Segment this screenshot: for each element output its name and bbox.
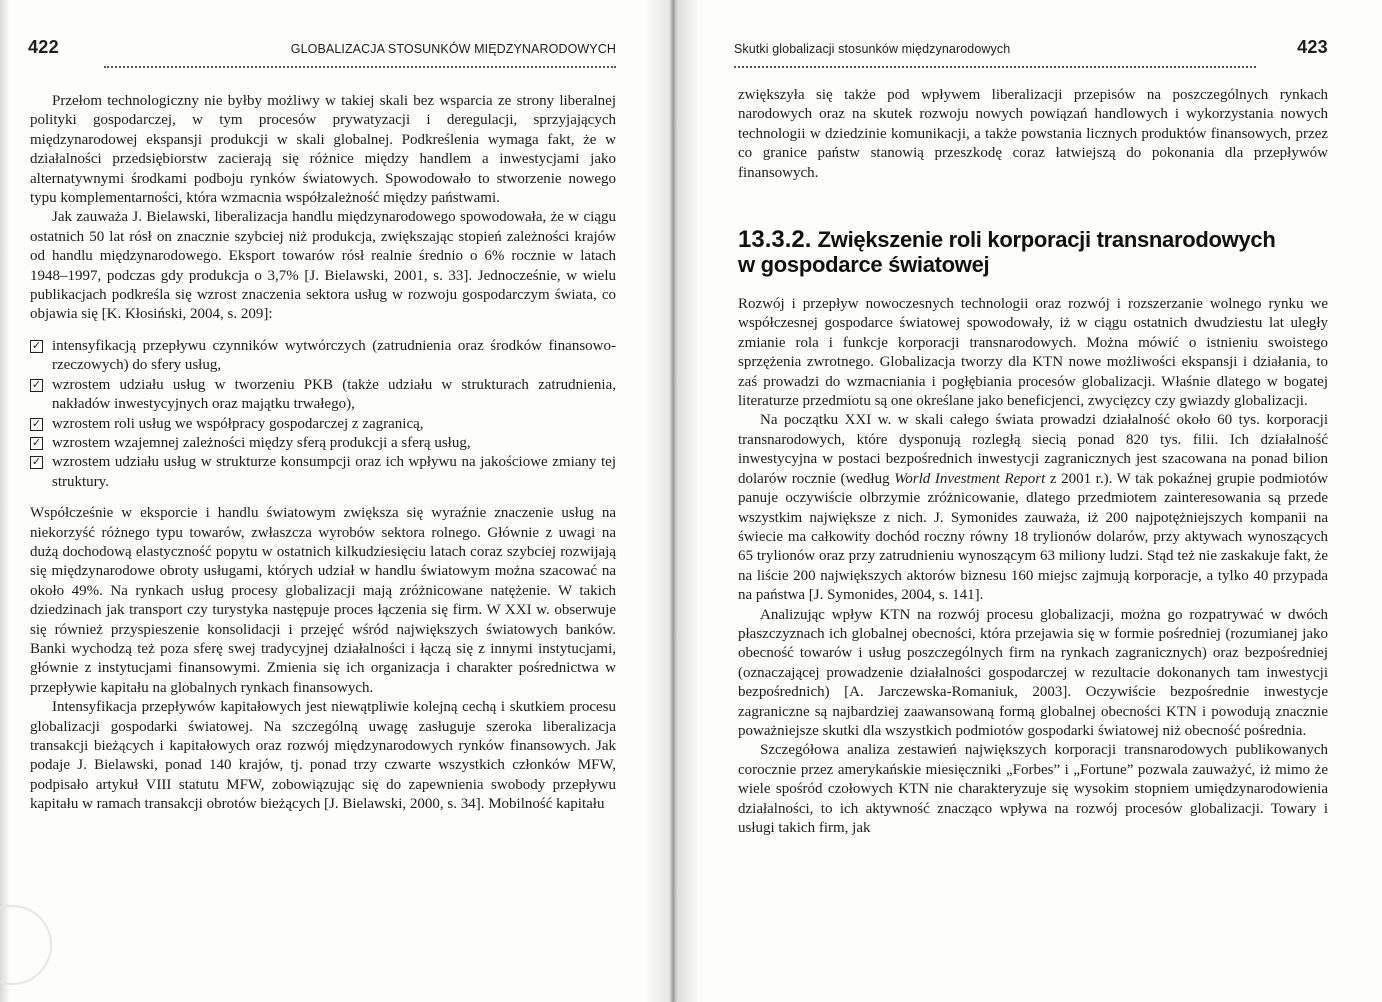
left-page-number: 422 <box>28 37 59 57</box>
checkbox-checked-icon: ✓ <box>31 435 42 449</box>
left-paragraph-1: Przełom technologiczny nie byłby możliwy w takiej skali bez wsparcia ze strony liberalnej polityki gospodarczej, w tym procesów prywatyzacji i deregulacji, sprzyjających międzynarodowej ekspansji produkcji w skali globalnej. Podkreślenia wymaga fakt, że w działalności przedsiębiorstw zacierają się różnice między handlem a inwestycjami jako alternatywnymi środkami podboju rynków światowych. Spowodowało to stworzenie nowego typu komplementarności, która wzmacnia współzależność między państwami. <box>30 93 616 207</box>
paragraph-3-text-end: z 2001 r.). W tak pokaźnej grupie podmiotów panuje oczywiście olbrzymie zróżnicowanie, dlatego przedmiotem zainteresowania są przede wszystkim największe z nich. J. Symonides zauważa, iż 200 najpotężniejszych kompanii na świecie ma całkowity dochód roczny równy 18 trylionów dolarów, przy aktywach wynoszących 65 trylionów oraz przy zatrudnieniu wynoszącym 63 miliony ludzi. Stąd też nie zaskakuje fakt, że na liście 200 największych aktorów biznesu 160 miejsc zajmują korporacje, a tylko 40 przypada na państwa [J. Symonides, 2004, s. 141]. <box>738 470 1328 604</box>
left-body-text <box>30 92 616 815</box>
list-item-text: wzrostem udziału usług w tworzeniu PKB (także udziału w strukturach zatrudnienia, nakładów inwestycyjnych oraz majątku trwałego), <box>52 376 616 413</box>
checkbox-checked-icon: ✓ <box>31 377 42 391</box>
left-page <box>0 0 646 1002</box>
left-dotted-rule <box>104 66 616 68</box>
right-dotted-rule <box>734 66 1256 68</box>
list-item <box>30 337 616 376</box>
right-page-number: 423 <box>1297 37 1328 57</box>
list-item <box>30 415 616 434</box>
right-body-text <box>738 86 1328 838</box>
left-paragraph-4: Intensyfikacja przepływów kapitałowych jest niewątpliwie kolejną cechą i skutkiem procesu globalizacji gospodarki światowej. Na szczególną uwagę zasługuje szeroka liberalizacja transakcji bieżących i kapitałowych oraz rozwój międzynarodowych rynków finansowych. Jak podaje J. Bielawski, ponad 140 krajów, tj. ponad trzy czwarte wszystkich członków MFW, podpisało artykuł VIII statutu MFW, zobowiązując się do zapewnienia swobody przepływu kapitału w ramach transakcji obrotów bieżących [J. Bielawski, 2000, s. 34]. Mobilność kapitału <box>30 699 616 813</box>
list-item-text: intensyfikacją przepływu czynników wytwórczych (zatrudnienia oraz środków finansowo-rzeczowych) do sfery usług, <box>52 337 616 374</box>
services-bullet-list <box>30 337 616 492</box>
right-paragraph-2: Rozwój i przepływ nowoczesnych technologii oraz rozwój i rozszerzanie wolnego rynku we współczesnej gospodarce światowej spowodowały, iż w ciągu ostatnich dwudziestu lat uległy zmianie rola i funkcje korporacji transnarodowych. Można mówić o istnieniu swoistego sprzężenia zwrotnego. Globalizacja tworzy dla KTN nowe możliwości ekspansji i działania, to zaś prowadzi do wzmacniania i pogłębiania procesów globalizacji. Właśnie dlatego w bogatej literaturze przedmiotu są one określane jako beneficjenci, zwycięzcy czy gwiazdy globalizacji. <box>738 296 1328 410</box>
left-paragraph-3: Współcześnie w eksporcie i handlu światowym zwiększa się wyraźnie znaczenie usług na niekorzyść różnego typu towarów, zwłaszcza wyrobów sektora rolnego. Głównie z uwagi na dużą dochodową elastyczność popytu w ostatnich kilkudziesięciu latach coraz szybciej rozwijają się międzynarodowe obroty usługami, których udział w handlu światowym można szacować na około 49%. Na rynkach usług procesy globalizacji mają zróżnicowane natężenie. W takich dziedzinach jak transport czy turystyka następuje proces łączenia się firm. W XXI w. obserwuje się również przyspieszenie konsolidacji i przejęć wśród największych światowych banków. Banki wychodzą też poza sferę swej tradycyjnej działalności i łączą się z innymi instytucjami, głównie z instytucjami finansowymi. Zmienia się ich organizacja i charakter pośrednictwa w przepływie kapitału na globalnych rynkach finansowych. <box>30 505 616 696</box>
section-title-line-1: Zwiększenie roli korporacji transnarodowych <box>817 227 1276 253</box>
section-number: 13.3.2. <box>738 226 812 254</box>
checkbox-checked-icon: ✓ <box>31 416 42 430</box>
list-item <box>30 434 616 453</box>
right-page <box>698 0 1382 1002</box>
list-item-text: wzrostem wzajemnej zależności między sferą produkcji a sferą usług, <box>52 434 471 451</box>
list-item-text: wzrostem roli usług we współpracy gospodarczej z zagranicą, <box>52 415 424 432</box>
right-running-head-title: Skutki globalizacji stosunków międzynarodowych <box>734 42 1011 56</box>
list-item <box>30 376 616 415</box>
list-item-text: wzrostem udziału usług w strukturze konsumpcji oraz ich wpływu na jakościowe zmiany tej struktury. <box>52 454 616 490</box>
paragraph-3-text-start: Na początku XXI w. w skali całego świata prowadzi działalność około 60 tys. korporacji transnarodowych, które dysponują rozległą siecią ponad 820 tys. filii. Ich działalność inwestycyjna w postaci bezpośrednich inwestycji zagranicznych jest szacowana na ponad bilion dolarów rocznie (według <box>738 412 1328 487</box>
list-item <box>30 453 616 492</box>
book-gutter <box>646 0 698 1002</box>
left-running-head <box>28 38 616 59</box>
left-running-head-title: GLOBALIZACJA STOSUNKÓW MIĘDZYNARODOWYCH <box>290 42 616 56</box>
right-paragraph-1: zwiększyła się także pod wpływem liberalizacji przepisów na poszczególnych rynkach narodowych oraz na skutek rozwoju nowych powiązań handlowych i wykorzystania nowych technologii w dziedzinie komunikacji, a także powstania licznych produktów finansowych, przez co granice państw stanowią przeszkodę coraz łatwiejszą do pokonania dla przepływów finansowych. <box>738 87 1328 181</box>
report-title-italic: World Investment Report <box>894 470 1046 487</box>
section-heading <box>738 227 1328 277</box>
left-paragraph-2: Jak zauważa J. Bielawski, liberalizacja handlu międzynarodowego spowodowała, że w ciągu ostatnich 50 lat rósł on znacznie szybciej niż produkcja, zwiększając stopień zależności krajów od handlu międzynarodowego. Eksport towarów rósł realnie średnio o 6% rocznie w latach 1948–1997, podczas gdy produkcja o 3,7% [J. Bielawski, 2001, s. 33]. Jednocześnie, w wielu publikacjach podkreśla się wzrost znaczenia sektora usług w rozwoju gospodarczym świata, co objawia się [K. Kłosiński, 2004, s. 209]: <box>30 209 616 323</box>
right-paragraph-4: Analizując wpływ KTN na rozwój procesu globalizacji, można go rozpatrywać w dwóch płaszczyznach ich globalnej obecności, która przejawia się w formie pośredniej (rozumianej jako obecność towarów i usług poszczególnych firm na rynkach zagranicznych) oraz bezpośredniej (oznaczającej prowadzenie działalności gospodarczej w rezultacie dokonanych tam inwestycji bezpośrednich) [A. Jarczewska-Romaniuk, 2003]. Oczywiście bezpośrednie inwestycje zagraniczne są najbardziej zaawansowaną formą globalnej obecności KTN i powodują znacznie poważniejsze skutki dla wszystkich podmiotów gospodarki światowej niż obecność pośrednia. <box>738 606 1328 739</box>
right-paragraph-3 <box>738 411 1328 605</box>
checkbox-checked-icon: ✓ <box>31 338 42 352</box>
right-paragraph-5: Szczegółowa analiza zestawień największych korporacji transnarodowych publikowanych corocznie przez amerykańskie miesięczniki „Forbes” i „Fortune” pozwala zauważyć, iż mimo że wiele spośród czołowych KTN nie charakteryzuje się wysokim stopniem umiędzynarodowienia działalności, to ich aktywność znacząco wpływa na rozwój procesów globalizacji. Towary i usługi takich firm, jak <box>738 742 1328 836</box>
checkbox-checked-icon: ✓ <box>31 455 42 469</box>
section-title-line-2: w gospodarce światowej <box>738 252 990 278</box>
right-running-head <box>734 38 1328 59</box>
